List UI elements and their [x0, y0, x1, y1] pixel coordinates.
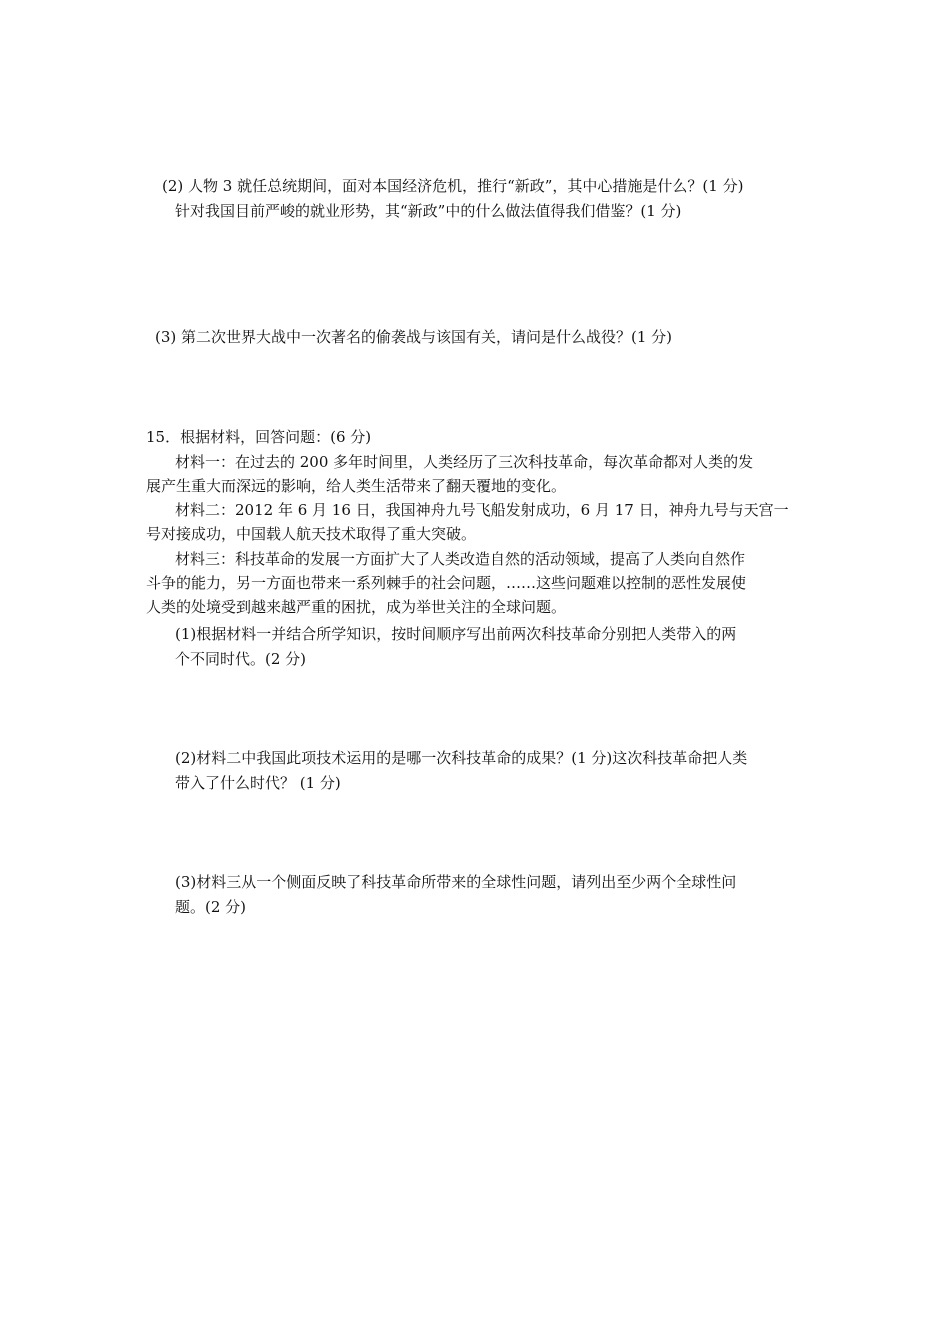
q15-material2-line1: 材料二：2012 年 6 月 16 日，我国神舟九号飞船发射成功，6 月 17 日，神舟九号与天宫一 [175, 501, 789, 519]
q15-material3-line2: 斗争的能力，另一方面也带来一系列棘手的社会问题，……这些问题难以控制的恶性发展使 [146, 574, 747, 592]
q15-sub2-question-line1: (2)材料二中我国此项技术运用的是哪一次科技革命的成果？(1 分)这次科技革命把人类 [175, 749, 748, 767]
q15-sub3-question-line1: (3)材料三从一个侧面反映了科技革命所带来的全球性问题，请列出至少两个全球性问 [175, 873, 737, 891]
q15-material1-line2: 展产生重大而深远的影响，给人类生活带来了翻天覆地的变化。 [146, 477, 567, 495]
q14-sub3-question: (3) 第二次世界大战中一次著名的偷袭战与该国有关，请问是什么战役？(1 分) [155, 328, 673, 346]
q15-sub1-question-line1: (1)根据材料一并结合所学知识，按时间顺序写出前两次科技革命分别把人类带入的两 [175, 625, 737, 643]
q14-sub2-question-line1: (2) 人物 3 就任总统期间，面对本国经济危机，推行“新政”，其中心措施是什么？(1 分) [162, 177, 744, 195]
q14-sub2-question-line2: 针对我国目前严峻的就业形势，其“新政”中的什么做法值得我们借鉴？(1 分) [175, 202, 682, 220]
q15-sub3-question-line2: 题。(2 分) [175, 898, 247, 916]
q15-material3-line3: 人类的处境受到越来越严重的困扰，成为举世关注的全球问题。 [146, 598, 567, 616]
q15-heading: 15．根据材料，回答问题：(6 分) [146, 428, 372, 446]
q15-sub1-question-line2: 个不同时代。(2 分) [175, 650, 307, 668]
q15-material2-line2: 号对接成功，中国载人航天技术取得了重大突破。 [146, 525, 477, 543]
q15-sub2-question-line2: 带入了什么时代？ (1 分) [175, 774, 341, 792]
q15-material3-line1: 材料三：科技革命的发展一方面扩大了人类改造自然的活动领域，提高了人类向自然作 [175, 550, 746, 568]
q15-material1-line1: 材料一：在过去的 200 多年时间里，人类经历了三次科技革命，每次革命都对人类的发 [175, 453, 754, 471]
